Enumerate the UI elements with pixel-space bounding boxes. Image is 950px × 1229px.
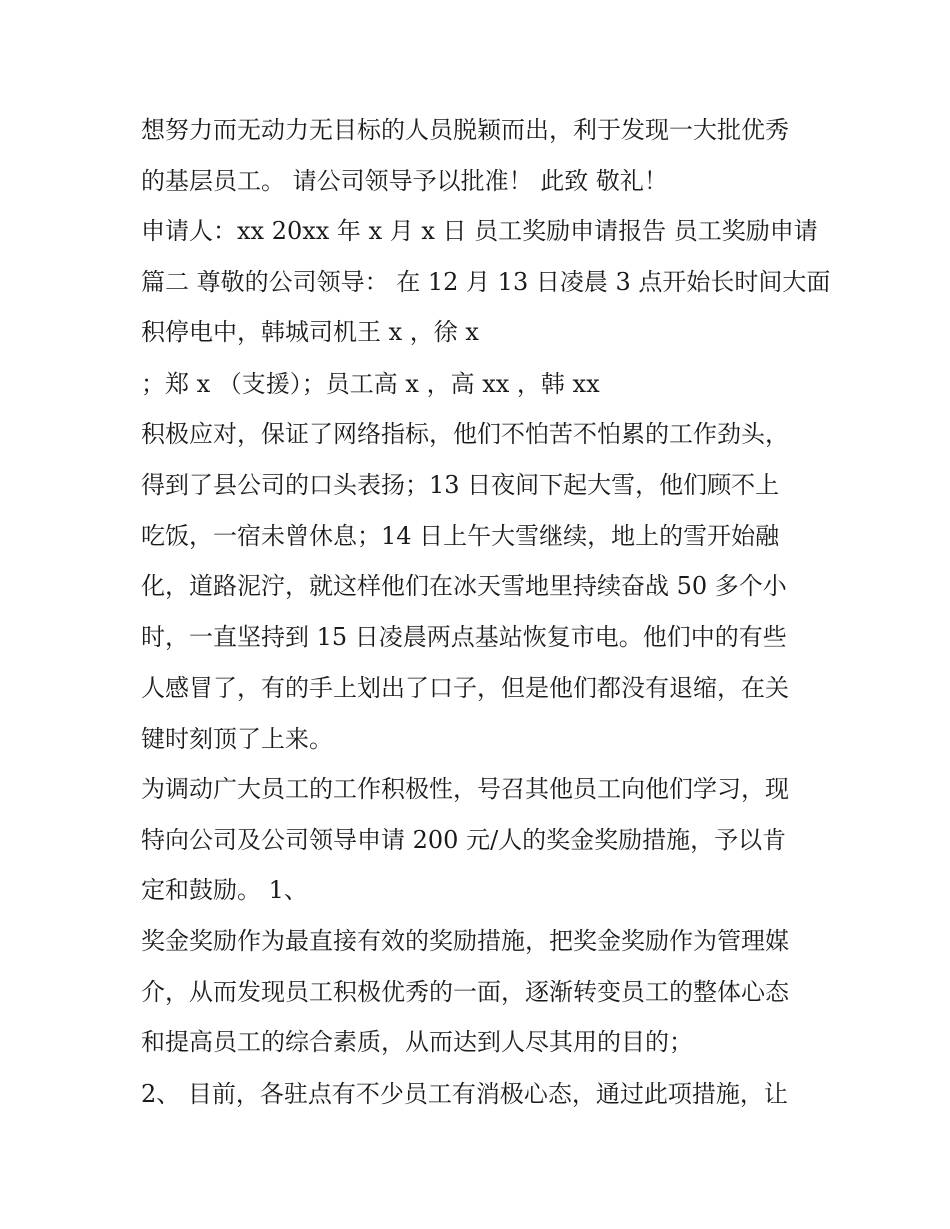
text-line: 得到了县公司的口头表扬；13 日夜间下起大雪，他们顾不上 [141, 471, 780, 499]
text-line: 积极应对，保证了网络指标，他们不怕苦不怕累的工作劲头， [141, 420, 789, 448]
text-line: 篇二 尊敬的公司领导： 在 12 月 13 日凌晨 3 点开始长时间大面 [141, 268, 831, 296]
text-line: 吃饭，一宿未曾休息；14 日上午大雪继续，地上的雪开始融 [141, 522, 780, 550]
text-line: 定和鼓励。 1、 [141, 876, 308, 904]
text-line: 介，从而发现员工积极优秀的一面，逐渐转变员工的整体心态 [141, 978, 789, 1006]
text-line: 申请人：xx 20xx 年 x 月 x 日 员工奖励申请报告 员工奖励申请 [141, 217, 818, 245]
text-line: 奖金奖励作为最直接有效的奖励措施，把奖金奖励作为管理媒 [141, 927, 789, 955]
text-line: 积停电中，韩城司机王 x ，徐 x [141, 318, 479, 346]
text-line: 想努力而无动力无目标的人员脱颖而出，利于发现一大批优秀 [141, 116, 789, 144]
text-line: 为调动广大员工的工作积极性，号召其他员工向他们学习，现 [141, 775, 789, 803]
text-line: 2、 目前，各驻点有不少员工有消极心态，通过此项措施，让 [141, 1080, 788, 1108]
text-line: 特向公司及公司领导申请 200 元/人的奖金奖励措施，予以肯 [141, 826, 787, 854]
text-line: 时，一直坚持到 15 日凌晨两点基站恢复市电。他们中的有些 [141, 623, 787, 651]
text-line: 和提高员工的综合素质，从而达到人尽其用的目的； [141, 1028, 693, 1056]
text-line: 的基层员工。 请公司领导予以批准！ 此致 敬礼！ [141, 167, 668, 195]
text-line: 化，道路泥泞，就这样他们在冰天雪地里持续奋战 50 多个小 [141, 572, 787, 600]
text-line: 键时刻顶了上来。 [141, 725, 333, 753]
text-line: ；郑 x （支援）；员工高 x ，高 xx ，韩 xx [141, 370, 600, 398]
text-line: 人感冒了，有的手上划出了口子，但是他们都没有退缩，在关 [141, 674, 789, 702]
